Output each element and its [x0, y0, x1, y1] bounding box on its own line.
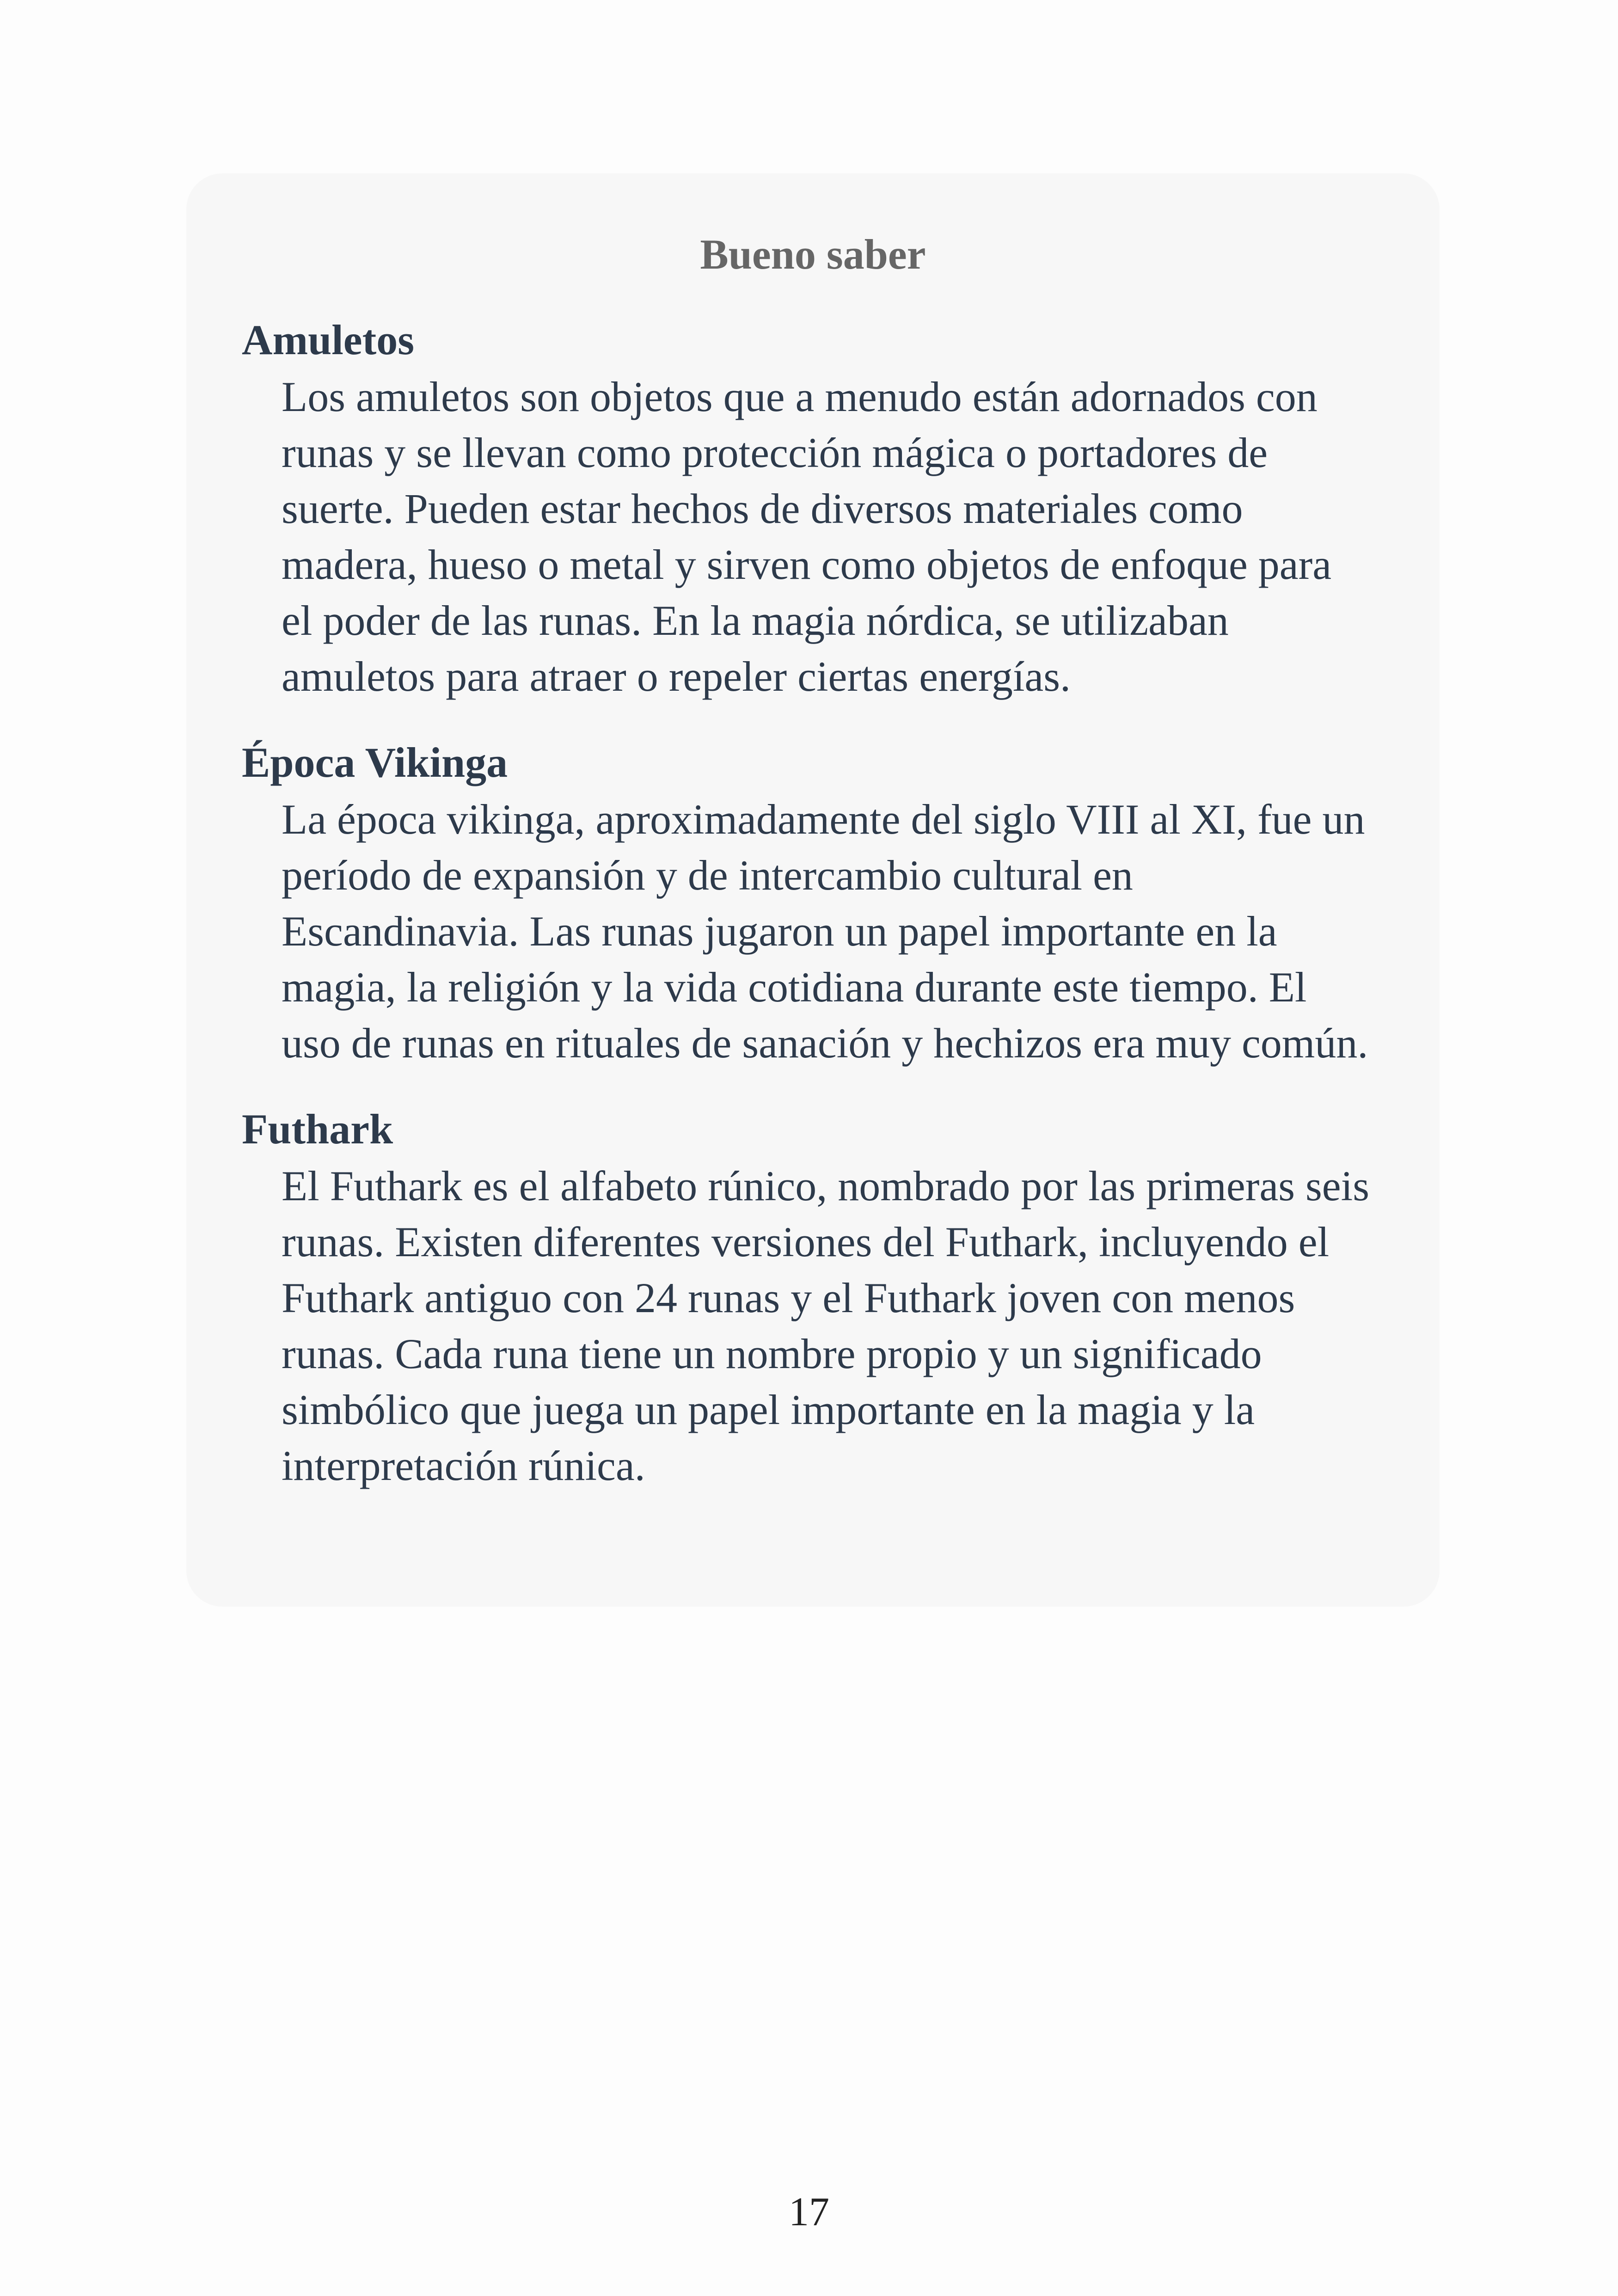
glossary-definition: Los amuletos son objetos que a menudo están adornados con runas y se llevan como protección mágica o portadores de suerte. Pueden estar hechos de diversos materiales como madera, hueso o metal y sirven como objetos de enfoque para el poder de las runas. En la magia nórdica, se utilizaban amuletos para atraer o repeler ciertas energías.	[282, 373, 1332, 700]
glossary-term: Amuletos	[242, 316, 415, 363]
good-to-know-box	[186, 173, 1440, 1607]
box-title: Bueno saber	[700, 231, 926, 278]
glossary-term: Futhark	[242, 1105, 393, 1153]
page-number: 17	[789, 2190, 829, 2235]
glossary-entry-epoca-vikinga	[242, 737, 1384, 1071]
glossary-entry-amuletos	[242, 314, 1384, 705]
glossary-term: Época Vikinga	[242, 739, 508, 786]
glossary-definition: El Futhark es el alfabeto rúnico, nombrado por las primeras seis runas. Existen diferentes versiones del Futhark, incluyendo el Futhark antiguo con 24 runas y el Futhark joven con menos runas. Cada runa tiene un nombre propio y un significado simbólico que juega un papel importante en la magia y la interpretación rúnica.	[282, 1162, 1370, 1489]
glossary-entry-futhark	[242, 1104, 1384, 1494]
glossary-definition: La época vikinga, aproximadamente del siglo VIII al XI, fue un período de expansión y de intercambio cultural en Escandinavia. Las runas jugaron un papel importante en la magia, la religión y la vida cotidiana durante este tiempo. El uso de runas en rituales de sanación y hechizos era muy común.	[282, 796, 1368, 1067]
